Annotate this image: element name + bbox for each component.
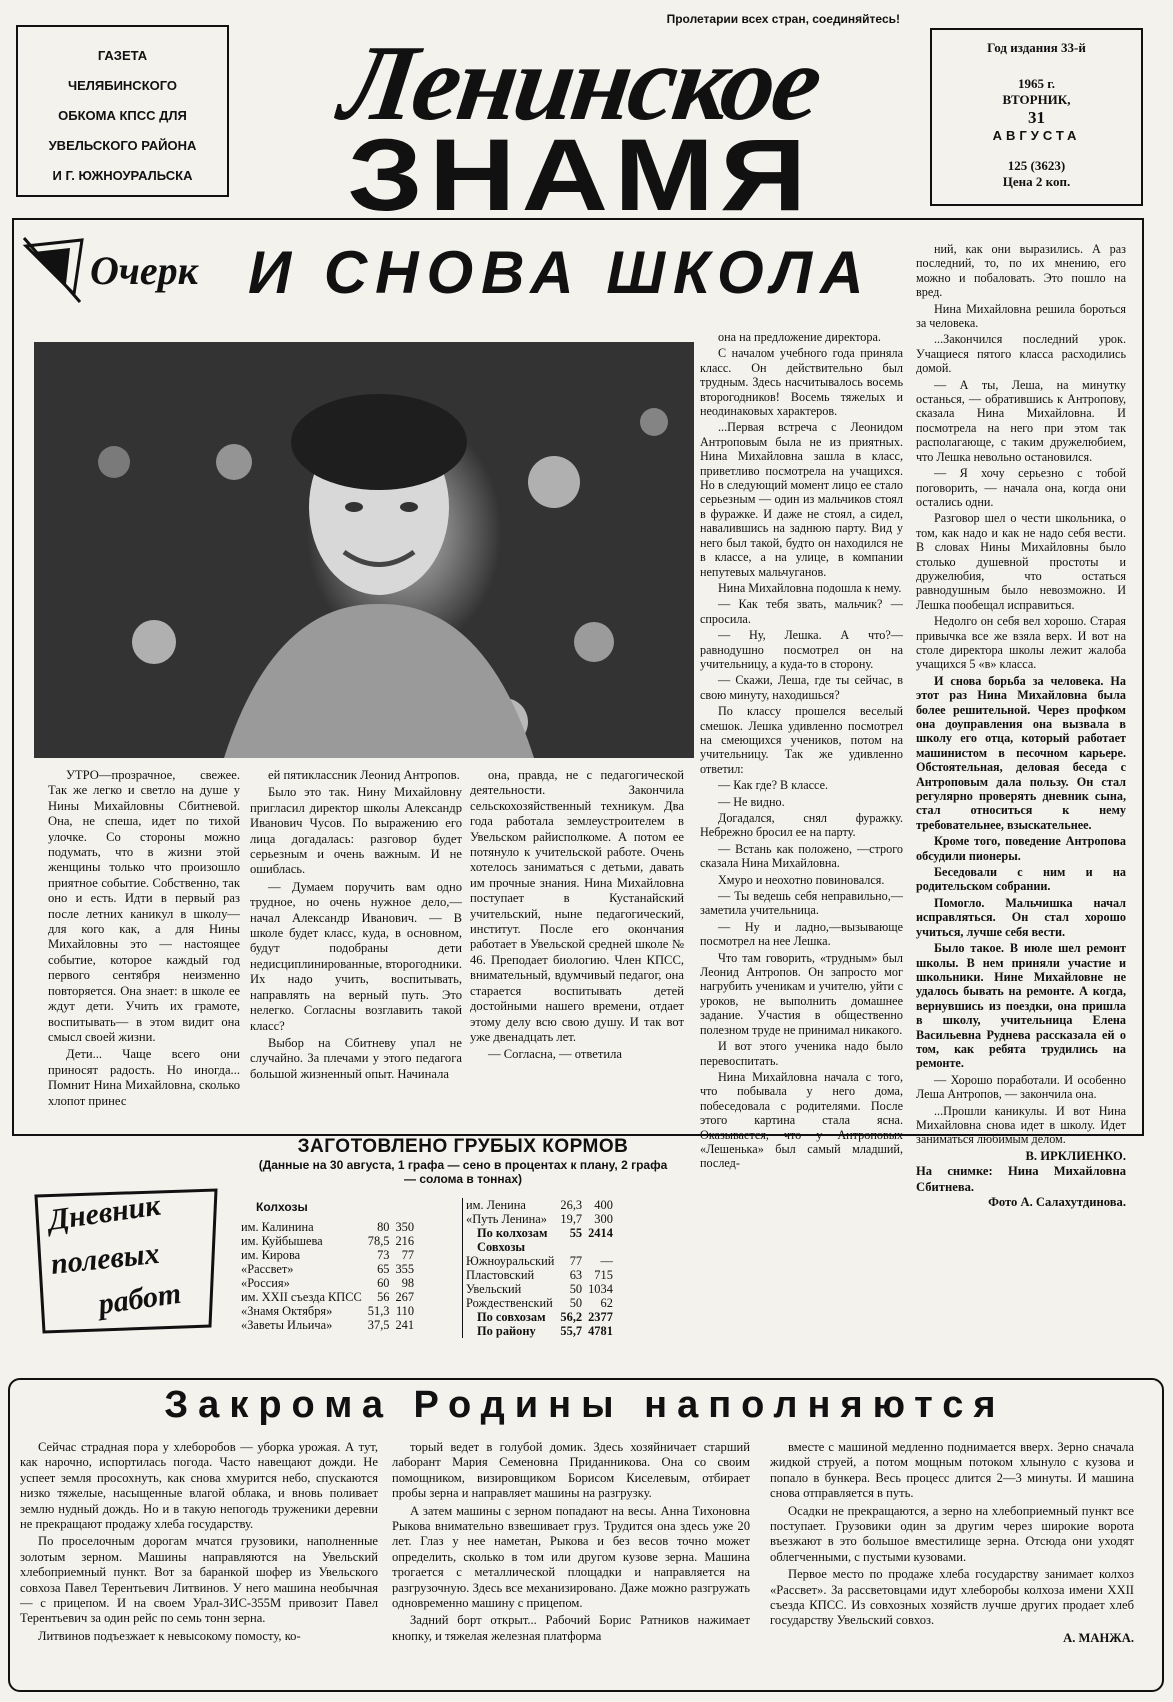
table-cell-straw: 1034 xyxy=(588,1282,613,1296)
table-cell-hay: 63 xyxy=(569,1268,583,1282)
essay-column-3 xyxy=(470,768,684,1065)
table-cell-straw: 350 xyxy=(395,1220,415,1234)
granary-paragraph: торый ведет в голубой домик. Здесь хозяйничает старший лаборант Мария Семеновна Приданникова. Она со своим помощником, визировщиком Борисом Киселевым, отбирает пробы зерна и направляет машины на разгрузку. xyxy=(392,1440,750,1501)
table-row xyxy=(238,1304,417,1318)
essay-paragraph: — Скажи, Леша, где ты сейчас, в свою минуту, находишься? xyxy=(700,673,903,702)
essay-column-5 xyxy=(916,242,1126,1210)
essay-paragraph: Догадался, снял фуражку. Небрежно бросил ее на парту. xyxy=(700,811,903,840)
table-cell-straw: 241 xyxy=(395,1318,415,1332)
photo-credit: Фото А. Салахутдинова. xyxy=(988,1195,1126,1209)
essay-paragraph: ний, как они выразились. А раз последний, то, по их мнению, его можно и побаловать. Это пошло на вред. xyxy=(916,242,1126,300)
granary-column-3 xyxy=(770,1440,1134,1646)
essay-paragraph: Выбор на Сбитневу упал не случайно. За плечами у этого педагога большой жизненный опыт. Начинала xyxy=(250,1035,462,1081)
granary-paragraph: вместе с машиной медленно поднимается вверх. Зерно сначала жидкой струей, а потом мощным потоком хлынуло с кузова и попало в бункера. Весь процесс длится 2—3 минуты. И машина снова отправляется в путь. xyxy=(770,1440,1134,1501)
table-cell-name: «Россия» xyxy=(241,1276,290,1290)
essay-paragraph: — Хорошо поработали. И особенно Леша Антропов, — закончила она. xyxy=(916,1072,1126,1102)
essay-paragraph: С началом учебного года приняла класс. Он действительно был трудным. Здесь насчитывалось восемь второгодников! Восемь тяжелых и неодинаковых характеров. xyxy=(700,346,903,419)
table-cell-hay: 37,5 xyxy=(367,1318,390,1332)
essay-photo xyxy=(34,342,694,758)
newspaper-title-line1: Ленинское xyxy=(333,24,827,143)
table-row xyxy=(463,1240,616,1254)
newspaper-title-line2: ЗНАМЯ xyxy=(347,118,813,232)
table-cell-hay: 65 xyxy=(377,1262,390,1276)
table-cell-name: им. Куйбышева xyxy=(241,1234,323,1248)
publisher-line: И Г. ЮЖНОУРАЛЬСКА xyxy=(52,168,193,183)
issue-number: 125 (3623) xyxy=(1007,158,1066,173)
essay-paragraph: Недолго он себя вел хорошо. Старая привычка все же взяла верх. И вот на столе директора школы лежит жалоба учащихся 5 «в» класса. xyxy=(916,614,1126,672)
table-cell-hay: 56,2 xyxy=(560,1310,583,1324)
essay-paragraph: — Согласна, — ответила xyxy=(488,1047,623,1062)
table-cell-straw: 355 xyxy=(395,1262,415,1276)
table-cell-straw: 715 xyxy=(594,1268,613,1282)
table-row xyxy=(463,1198,616,1212)
essay-paragraph: — Не видно. xyxy=(718,794,785,809)
table-cell-hay: 55 xyxy=(569,1226,583,1240)
table-cell-straw: — xyxy=(600,1254,613,1268)
table-cell-straw: 400 xyxy=(594,1198,613,1212)
table-row xyxy=(463,1296,616,1310)
essay-paragraph: ...Первая встреча с Леонидом Антроповым была не из приятных. Нина Михайловна зашла в класс, приветливо посмотрела на учащихся. Но в следующий момент лицо ее стало серьезным — один из мальчиков стоял в фуражке. И даже не стоял, а сидел, навалившись на заднюю парту. Вид у него был такой, будто он находился не в классе, а на улице, в компании непутевых мальчуганов. xyxy=(700,420,903,579)
harvest-table-right xyxy=(462,1198,692,1338)
essay-paragraph: — Встань как положено, —строго сказала Нина Михайловна. xyxy=(700,841,903,871)
granary-paragraph: По проселочным дорогам мчатся грузовики, наполненные золотым зерном. Машины направляются на Увельский хлебоприемный пункт. Вот за баранкой шофер из Увельского совхоза Павел Терентьевич Литвинов. У него машина необычная — с прицепом. И на своем Урал-ЗИС-355М привозит Павел Терентьевич за один рейс по семь тонн зерна. xyxy=(20,1534,378,1626)
essay-paragraph: она на предложение директора. xyxy=(718,330,881,344)
issue-info-box xyxy=(930,28,1143,206)
table-cell-name: Совхозы xyxy=(477,1240,526,1254)
essay-paragraph: Хмуро и неохотно повиновался. xyxy=(718,872,885,887)
table-row xyxy=(463,1254,616,1268)
table-cell-hay xyxy=(557,1240,585,1254)
table-cell-hay: 56 xyxy=(377,1290,390,1304)
granary-column-1 xyxy=(20,1440,378,1646)
table-cell-name: им. XXII съезда КПСС xyxy=(241,1290,362,1304)
essay-paragraph: И вот этого ученика надо было перевоспитать. xyxy=(700,1039,903,1068)
essay-rubric xyxy=(22,232,222,312)
issue-date-year: 1965 г. xyxy=(1018,76,1055,91)
granary-author: А. МАНЖА. xyxy=(1063,1630,1134,1645)
issue-year: Год издания 33-й xyxy=(987,40,1086,55)
essay-paragraph: — Я хочу серьезно с тобой поговорить, — начала она, когда они остались одни. xyxy=(916,466,1126,509)
essay-paragraph: — Ты ведешь себя неправильно,— заметила учительница. xyxy=(700,889,903,918)
table-cell-straw: 77 xyxy=(401,1248,415,1262)
table-cell-hay: 60 xyxy=(377,1276,390,1290)
table-cell-name: «Знамя Октября» xyxy=(241,1304,333,1318)
table-cell-hay: 73 xyxy=(377,1248,390,1262)
table-cell-name: «Рассвет» xyxy=(241,1262,294,1276)
table-cell-straw: 110 xyxy=(395,1304,415,1318)
table-row xyxy=(463,1310,616,1324)
table-cell-name: По совхозам xyxy=(477,1310,546,1324)
table-cell-straw: 216 xyxy=(395,1234,415,1248)
table-cell-name: «Заветы Ильича» xyxy=(241,1318,333,1332)
essay-column-4 xyxy=(700,330,903,1173)
issue-weekday: ВТОРНИК, xyxy=(1002,92,1071,107)
essay-paragraph: Разговор шел о чести школьника, о том, как надо и как не надо себя вести. В словах Нины Михайловны было столько душевной простоты и дружелюбия, что остаться равнодушным было невозможно. И Лешка пообещал исправиться. xyxy=(916,511,1126,612)
granary-title: Закрома Родины наполняются xyxy=(164,1384,1006,1426)
table-row xyxy=(463,1282,616,1296)
table-cell-name: По колхозам xyxy=(477,1226,548,1240)
granary-paragraph: Осадки не прекращаются, а зерно на хлебоприемный пункт все поступает. Грузовики один за другим через широкие ворота въезжают в это большое вместилище зерна. Отсюда они уходят облегченными, с пустыми кузовами. xyxy=(770,1503,1134,1564)
granary-paragraph: А затем машины с зерном попадают на весы. Анна Тихоновна Рыкова внимательно взвешивает груз. Трудится она здесь уже 20 лет. Глаз у нее наметан, Рыкова и без весов точно может определить, сколько в том или другом кузове зерна. Машина трогается с металлической площадки и направляется на разгрузочную. Здесь все механизировано. Даже можно разгружать одновременно машину с прицепом. xyxy=(392,1503,750,1611)
essay-paragraph: Было это так. Нину Михайловну пригласил директор школы Александр Иванович Чусов. По выражению его лица догадалась: разговор будет серьезным и очень важным. И не ошиблась. xyxy=(250,785,462,877)
publisher-line: ЧЕЛЯБИНСКОГО xyxy=(67,78,178,93)
granary-paragraph: Сейчас страдная пора у хлеборобов — уборка урожая. А тут, как нарочно, испортилась погода. Часто навещают дожди. Не успеет земля просохнуть, как снова хмурится небо, спускаются низко тяжелые, насыщенные влагой облака, и вновь поливает землю нудный дождь. Но и в такую непогодь труженики деревни не прекращают продажу хлеба государству. xyxy=(20,1440,378,1532)
essay-paragraph: — Как где? В классе. xyxy=(718,778,829,793)
table-cell-name: Южноуральский xyxy=(466,1254,555,1268)
publisher-line: ОБКОМА КПСС ДЛЯ xyxy=(58,108,187,123)
table-row xyxy=(238,1318,417,1332)
diary-word: работ xyxy=(96,1276,184,1321)
issue-month: АВГУСТА xyxy=(992,128,1081,143)
table-cell-hay: 80 xyxy=(377,1220,390,1234)
table-cell-name: им. Ленина xyxy=(466,1198,526,1212)
table-cell-name: Рождественский xyxy=(466,1296,553,1310)
essay-paragraph: УТРО—прозрачное, свежее. Так же легко и светло на душе у Нины Михайловны Сбитневой. Она, не спеша, идет по тихой улочке. Со стороны можно подумать, что в жизни этой женщины только что произошло приятное событие. Собственно, так оно и есть. Идти в первый раз после летних каникул в школу—для кого как, а для Нины Михайловны это — настоящее событие, которое каждый год первого сентября неизменно повторяется. Она знает: в школе ее ждут дети. Учить их грамоте, воспитывать— в этом видит она смысл своей жизни. xyxy=(48,768,240,1044)
harvest-report xyxy=(258,1136,668,1186)
essay-paragraph: Нина Михайловна подошла к нему. xyxy=(718,580,902,595)
essay-paragraph: она, правда, не с педагогической деятельности. Закончила сельскохозяйственный техникум. Два года работала землеустроителем в Увельском райисполкоме. А потом ее потянуло к учительской работе. Очень хотелось заниматься с детьми, давать им прочные знания. Нина Михайловна поступает в Кустанайский учительский, ныне педагогический, институт. После его окончания работает в Увельской средней школе № 46. Преподает биологию. Член КПСС, внимательный, вдумчивый педагог, она старается воспитывать детей достойными нашего времени, отдает этому делу всю свою душу. И так вот уже двенадцать лет. xyxy=(470,768,684,1044)
issue-price: Цена 2 коп. xyxy=(1002,174,1071,189)
table-cell-straw: 62 xyxy=(600,1296,613,1310)
essay-paragraph: Дети... Чаще всего они приносят радость. Но иногда... Помнит Нина Михайловна, сколько хлопот принес xyxy=(48,1047,240,1108)
portrait-photo-image xyxy=(34,342,694,758)
rubric-label: Очерк xyxy=(90,248,198,293)
table-row xyxy=(463,1324,616,1338)
essay-paragraph: И снова борьба за человека. На этот раз Нина Михайловна была более решительной. Через профком она доуправления она вызвала в школу его отца, который работает машинистом в песочном карьере. Обстоятельная, деловая беседа с Антроповым дала пользу. Он стал регулярно проверять дневник сына, стал относиться к нему требовательнее, взыскательнее. xyxy=(916,673,1126,832)
table-row xyxy=(238,1290,417,1304)
essay-paragraph: Что там говорить, «трудным» был Леонид Антропов. Он запросто мог нагрубить ученикам и учителю, уйти с уроков, не выполнить домашнее задание. Участия в общественно полезном труде не принимал никакого. xyxy=(700,950,903,1037)
granary-paragraph: Литвинов подъезжает к невысокому помосту, ко- xyxy=(38,1628,301,1643)
essay-paragraph: — Ну и ладно,—вызывающе посмотрел на нее Лешка. xyxy=(700,919,903,949)
table-row xyxy=(238,1220,417,1234)
table-cell-hay: 19,7 xyxy=(560,1212,583,1226)
essay-paragraph: Беседовали с ним и на родительском собрании. xyxy=(916,865,1126,894)
granary-paragraph: Первое место по продаже хлеба государству занимает колхоз «Рассвет». За рассветовцами идут хлеборобы колхоза имени XXII съезда КПСС. Из совхозных хозяйств лучше других продает хлеб государству Увельский совхоз. xyxy=(770,1567,1134,1628)
table-row xyxy=(463,1212,616,1226)
photo-caption: На снимке: Нина Михайловна Сбитнева. xyxy=(916,1164,1126,1194)
table-cell-hay: 78,5 xyxy=(367,1234,390,1248)
essay-paragraph: — Как тебя звать, мальчик? — спросила. xyxy=(700,597,903,626)
field-diary-logo xyxy=(30,1186,225,1336)
publisher-line: ГАЗЕТА xyxy=(97,48,148,63)
table-cell-hay: 55,7 xyxy=(560,1324,583,1338)
table-row xyxy=(238,1248,417,1262)
essay-column-2 xyxy=(250,768,462,1084)
harvest-title: ЗАГОТОВЛЕНО ГРУБЫХ КОРМОВ xyxy=(297,1136,629,1157)
table-cell-hay: 77 xyxy=(569,1254,583,1268)
essay-author: В. ИРКЛИЕНКО. xyxy=(1025,1148,1126,1163)
table-cell-name: «Путь Ленина» xyxy=(466,1212,547,1226)
table-cell-hay: 26,3 xyxy=(560,1198,583,1212)
table-cell-hay: 51,3 xyxy=(367,1304,390,1318)
table-cell-straw: 2377 xyxy=(588,1310,613,1324)
essay-paragraph: — А ты, Леша, на минутку останься, — обратившись к Антропову, сказала Нина Михайловна. И посмотрела на него при этом так располагающе, с таким дружелюбием, что Лешка невольно остановился. xyxy=(916,377,1126,464)
table-cell-hay: 50 xyxy=(569,1282,583,1296)
table-cell-straw: 4781 xyxy=(588,1324,613,1338)
granary-column-2 xyxy=(392,1440,750,1646)
table-cell-straw: 267 xyxy=(395,1290,415,1304)
essay-paragraph: — Думаем поручить вам одно трудное, но очень нужное дело,—начал Александр Иванович. — В школе будет класс, куда, в основном, будут подобраны дети недисциплинированные, второгодники. Их надо учить, воспитывать, направлять на верный путь. Это нелегко. Согласны возглавить такой класс? xyxy=(250,879,462,1033)
table-cell-name: им. Кирова xyxy=(241,1248,301,1262)
table-cell-hay: 50 xyxy=(569,1296,583,1310)
table-cell-straw: 300 xyxy=(594,1212,613,1226)
harvest-table xyxy=(463,1198,616,1338)
essay-paragraph: Нина Михайловна начала с того, что побывала у него дома, побеседовала с родителями. После этого картина стала ясна. Оказывается, что у Антроповых «Лешенька» был самый младший, послед- xyxy=(700,1069,903,1171)
essay-paragraph: ...Прошли каникулы. И вот Нина Михайловна снова идет в школу. Идет заниматься любимым делом. xyxy=(916,1103,1126,1147)
table-cell-straw: 98 xyxy=(401,1276,415,1290)
table-row xyxy=(238,1234,417,1248)
table-cell-name: им. Калинина xyxy=(241,1220,314,1234)
harvest-subtitle: (Данные на 30 августа, 1 графа — сено в процентах к плану, 2 графа — солома в тоннах) xyxy=(258,1158,668,1186)
table-row xyxy=(463,1226,616,1240)
masthead-slogan: Пролетарии всех стран, соединяйтесь! xyxy=(666,12,900,26)
essay-paragraph: Кроме того, поведение Антропова обсудили пионеры. xyxy=(916,834,1126,863)
publisher-line: УВЕЛЬСКОГО РАЙОНА xyxy=(48,138,197,153)
essay-paragraph: Нина Михайловна решила бороться за человека. xyxy=(916,301,1126,331)
granary-paragraph: Задний борт открыт... Рабочий Борис Ратников нажимает кнопку, и тяжелая железная платформа xyxy=(392,1613,750,1643)
table-cell-name: По району xyxy=(477,1324,536,1338)
table-cell-straw: 2414 xyxy=(588,1226,613,1240)
table-row xyxy=(463,1268,616,1282)
essay-paragraph: ...Закончился последний урок. Учащиеся пятого класса расходились домой. xyxy=(916,332,1126,376)
essay-paragraph: Было такое. В июле шел ремонт школы. В нем приняли участие и школьники. Нине Михайловне не удалось бывать на ремонте. А когда, вернувшись из поездки, она пришла в школу, учительница Елена Васильевна Руднева рассказала ей о том, как ребята трудились на ремонте. xyxy=(916,941,1126,1071)
table-cell-straw xyxy=(585,1240,616,1254)
diary-badge-image xyxy=(30,1186,225,1336)
harvest-table-left xyxy=(238,1200,460,1332)
essay-paragraph: Помогло. Мальчишка начал исправляться. Он стал хорошо учиться, лучше себя вести. xyxy=(916,895,1126,939)
essay-paragraph: По классу прошелся веселый смешок. Лешка удивленно посмотрел на смеющихся учеников, потом на учительницу. Так же удивленно ответил: xyxy=(700,704,903,776)
table-cell-name: Увельский xyxy=(466,1282,522,1296)
table-row xyxy=(238,1262,417,1276)
harvest-table xyxy=(238,1220,417,1332)
table-cell-name: Пластовский xyxy=(466,1268,535,1282)
publisher-box xyxy=(16,25,229,197)
issue-day: 31 xyxy=(1028,108,1045,127)
essay-paragraph: ей пятиклассник Леонид Антропов. xyxy=(268,768,460,782)
essay-headline: И СНОВА ШКОЛА xyxy=(248,239,872,306)
diary-word: Дневник xyxy=(46,1188,163,1237)
table-row xyxy=(238,1276,417,1290)
table-header: Колхозы xyxy=(256,1200,308,1214)
essay-paragraph: — Ну, Лешка. А что?—равнодушно посмотрел он на учительницу, а куда-то в сторону. xyxy=(700,628,903,671)
pen-icon xyxy=(22,232,222,312)
essay-column-1 xyxy=(48,768,240,1111)
diary-word: полевых xyxy=(49,1236,162,1281)
